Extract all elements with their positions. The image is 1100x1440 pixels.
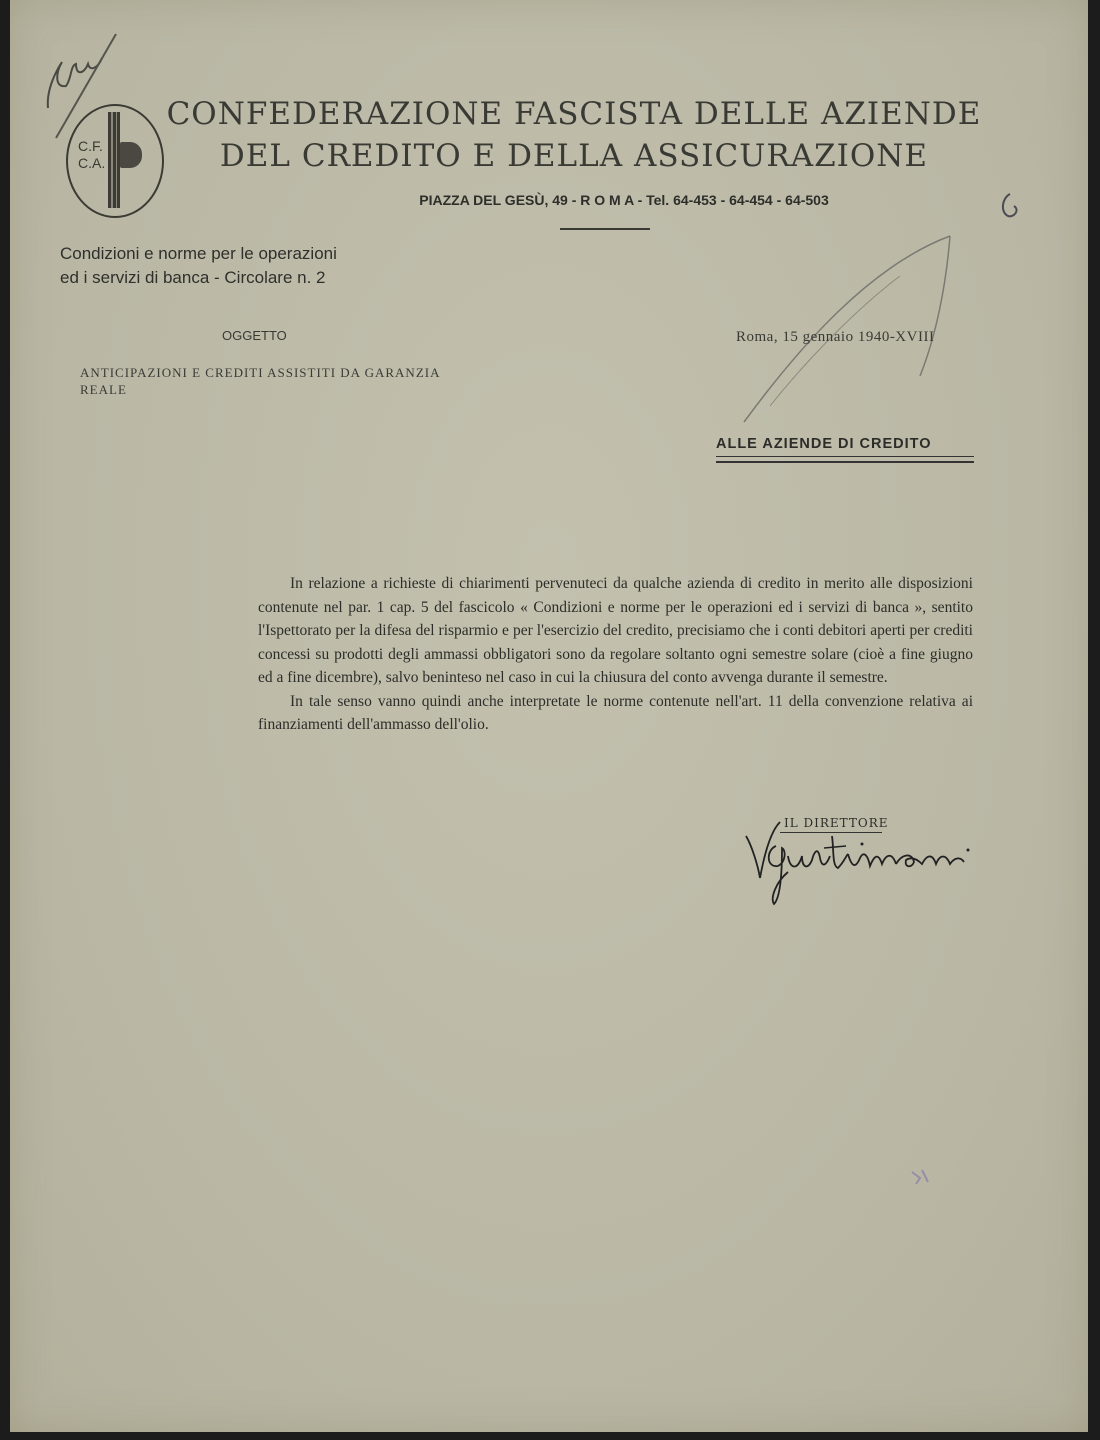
circular-series-line2: ed i servizi di banca - Circolare n. 2	[60, 268, 326, 287]
handwritten-mark-right	[990, 188, 1030, 228]
letterhead-title-line1: CONFEDERAZIONE FASCISTA DELLE AZIENDE	[166, 96, 982, 132]
letterhead-divider	[560, 228, 650, 230]
letterhead-address: PIAZZA DEL GESÙ, 49 - R O M A - Tel. 64-453 - 64-454 - 64-503	[419, 192, 829, 208]
letter-date: Roma, 15 gennaio 1940-XVIII	[736, 329, 935, 345]
recipient-underline-double	[716, 461, 974, 463]
recipient: ALLE AZIENDE DI CREDITO	[716, 436, 932, 452]
recipient-underline	[716, 456, 974, 457]
signatory-title: IL DIRETTORE	[784, 816, 889, 830]
circular-series	[60, 242, 337, 290]
logo-text-line1: C.F.	[78, 138, 103, 154]
letterhead-title-line2: DEL CREDITO E DELLA ASSICURAZIONE	[219, 138, 929, 174]
body-paragraph-1: In relazione a richieste di chiarimenti pervenuteci da qualche azienda di credito in merito alle disposizioni contenute nel par. 1 cap. 5 del fascicolo « Condizioni e norme per le operazioni ed i servizi di banca », sentito l'Ispettorato per la difesa del risparmio e per l'esercizio del credito, precisiamo che i conti debitori aperti per crediti concessi su prodotti degli ammassi obbligatori sono da regolare soltanto ogni semestre solare (cioè a fine giugno ed a fine dicembre), salvo beninteso nel caso in cui la chiusura del conto avvenga durante il semestre.	[258, 575, 973, 686]
body-paragraph-2: In tale senso vanno quindi anche interpretate le norme contenute nell'art. 11 della convenzione relativa ai finanziamenti dell'ammasso dell'olio.	[258, 692, 973, 733]
subject-label: OGGETTO	[222, 328, 287, 343]
handwritten-signature	[736, 806, 986, 916]
letter-page	[10, 0, 1088, 1432]
faint-stamp-mark	[906, 1162, 936, 1192]
letter-body	[258, 572, 973, 737]
logo-text-line2: C.A.	[78, 155, 106, 171]
subject-text: ANTICIPAZIONI E CREDITI ASSISTITI DA GARANZIA REALE	[80, 365, 440, 397]
pencil-stroke-mark	[710, 226, 1010, 466]
circular-series-line1: Condizioni e norme per le operazioni	[60, 244, 337, 263]
